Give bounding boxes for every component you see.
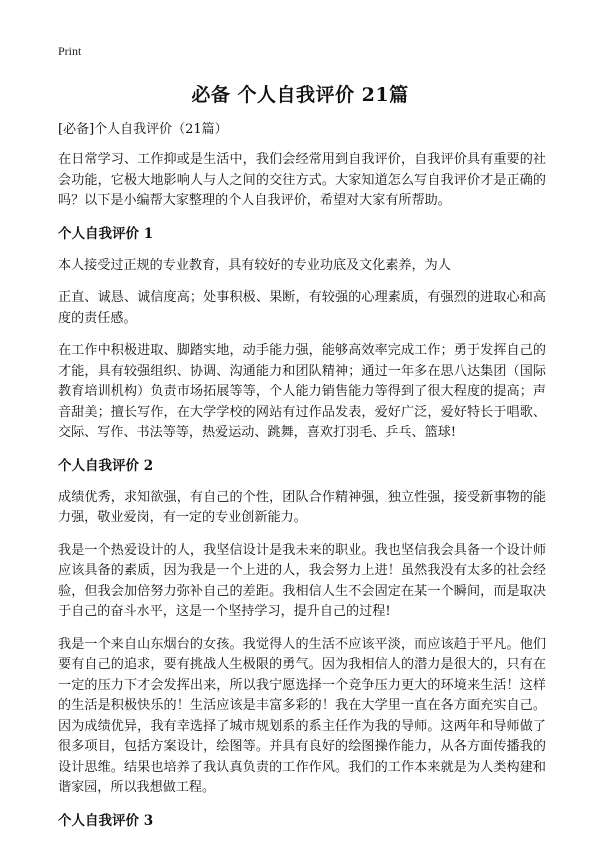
section-2-paragraph-1: 成绩优秀，求知欲强，有自己的个性，团队合作精神强，独立性强，接受新事物的能力强，敬业爱岗，有一定的专业创新能力。 — [58, 489, 546, 525]
section-heading-1: 个人自我评价 1 — [58, 225, 154, 242]
intro-paragraph: 在日常学习、工作抑或是生活中，我们会经常用到自我评价，自我评价具有重要的社会功能，它极大地影响人与人之间的交往方式。大家知道怎么写自我评价才是正确的吗？以下是小编帮大家整理的个人自我评价，希望对大家有所帮助。 — [58, 152, 546, 208]
section-2-paragraph-3: 我是一个来自山东烟台的女孩。我觉得人的生活不应该平淡，而应该趋于平凡。他们要有自己的追求，要有挑战人生极限的勇气。因为我相信人的潜力是很大的，只有在一定的压力下才会发挥出来，所以我宁愿选择一个竞争压力更大的环境来生活！这样的生活是积极快乐的！生活应该是丰富多彩的！我在大学里一直在各方面充实自己。因为成绩优异，我有幸选择了城市规划系的系主任作为我的导师。这两年和导师做了很多项目，包括方案设计，绘图等。并具有良好的绘图操作能力，从各方面传播我的设计思维。结果也培养了我认真负责的工作作风。我们的工作本来就是为人类构建和谐家园，所以我想做工程。 — [58, 636, 546, 795]
section-1-paragraph-3: 在工作中积极进取、脚踏实地，动手能力强，能够高效率完成工作；勇于发挥自己的才能，具有较强组织、协调、沟通能力和团队精神；通过一年多在思八达集团（国际教育培训机构）负责市场拓展等等，个人能力销售能力等得到了很大程度的提高；声音甜美；擅长写作，在大学学校的网站有过作品发表，爱好广泛，爱好特长于唱歌、交际、写作、书法等等，热爱运动、跳舞，喜欢打羽毛、乒乓、篮球! — [58, 343, 546, 440]
section-1-paragraph-2: 正直、诚恳、诚信度高；处事积极、果断，有较强的心理素质，有强烈的进取心和高度的责任感。 — [58, 290, 546, 326]
section-heading-2: 个人自我评价 2 — [58, 457, 154, 474]
section-1-paragraph-1: 本人接受过正规的专业教育，具有较好的专业功底及文化素养，为人 — [58, 257, 451, 273]
document-title: 必备 个人自我评价 21篇 — [191, 84, 409, 106]
section-heading-3: 个人自我评价 3 — [58, 812, 154, 829]
document-body — [58, 120, 546, 843]
print-label: Print — [58, 44, 82, 58]
document-subtitle: [必备]个人自我评价（21篇） — [58, 122, 228, 137]
section-2-paragraph-2: 我是一个热爱设计的人，我坚信设计是我未来的职业。我也坚信我会具备一个设计师应该具备的素质，因为我是一个上进的人，我会努力上进！虽然我没有太多的社会经验，但我会加倍努力弥补自己的差距。我相信人生不会固定在某一个瞬间，而是取决于自己的奋斗水平，这是一个坚持学习，提升自己的过程! — [58, 542, 546, 619]
